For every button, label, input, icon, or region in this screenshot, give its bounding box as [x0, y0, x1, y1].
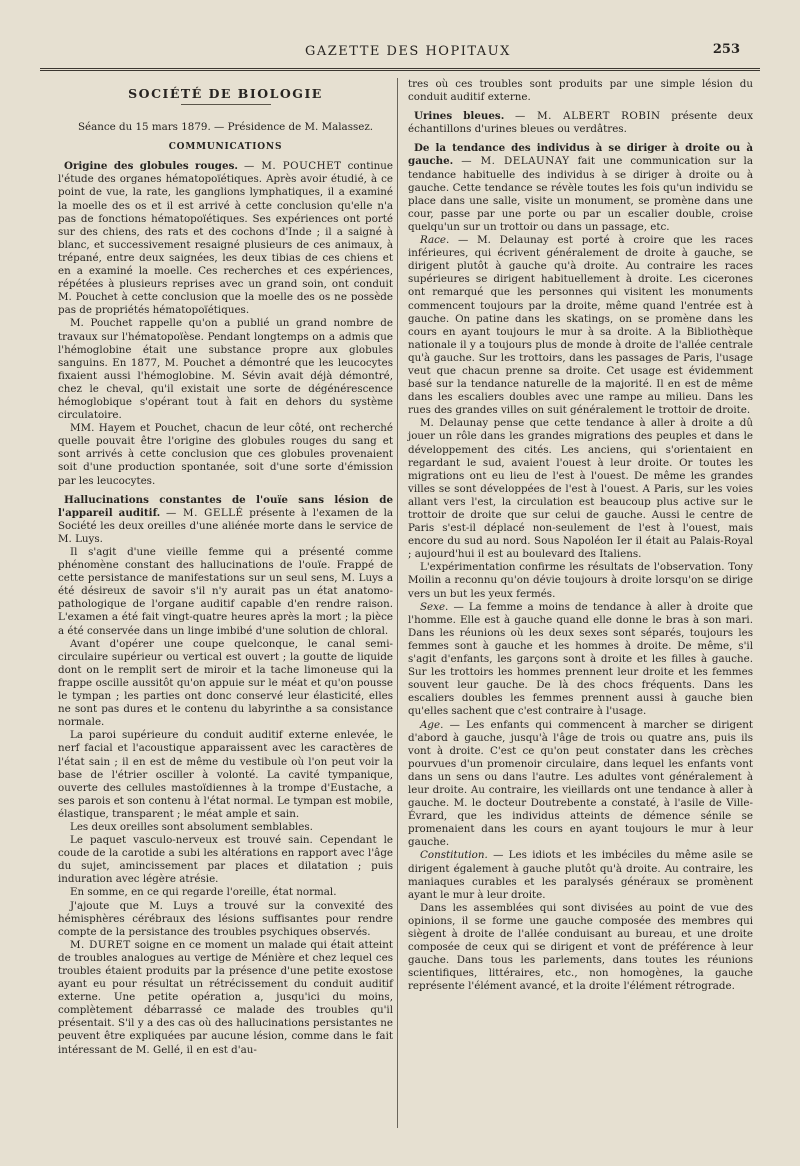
- paragraph: [58, 160, 393, 317]
- topic-label: Sexe.: [420, 600, 449, 613]
- paragraph: [408, 142, 753, 234]
- communications-heading: COMMUNICATIONS: [168, 142, 283, 153]
- paragraph: [408, 601, 753, 719]
- paragraph: M. Delaunay pense que cette tendance à aller à droite a dû jouer un rôle dans les grandes migrations des peuples et dans le développement des cités. Les anciens, qui s'orientaient en regardant le sud, avaient l'ouest à leur droite. Or toutes les migrations ont eu lieu de l'est à l'ouest. De même les grandes villes se sont développées de l'est à l'ouest. A Paris, sur les voies allant vers l'est, la circulation est beaucoup plus active sur le trottoir de droite que sur celui de gauche. Aussi le centre de Paris s'est-il déplacé non-seulement de l'est à l'ouest, mais encore du sud au nord. Sous Napoléon Ier il était au Palais-Royal ; aujourd'hui il est au boulevard des Italiens.: [408, 417, 753, 561]
- speaker-name: — M. DELAUNAY: [461, 155, 570, 168]
- paragraph-text: — Les enfants qui commencent à marcher se dirigent d'abord à gauche, jusqu'à l'âge de trois ou quatre ans, puis ils vont à droite. C'est ce qu'on peut constater dans les crèches pourvues d'un promenoir circulaire, dans lequel les enfants vont dans un sens ou dans l'autre. Les adultes vont généralement à leur droite. Au contraire, les vieillards ont une tendance à aller à gauche. M. le docteur Doutrebente a constaté, à l'asile de Ville-Évrard, que les individus atteints de démence sénile se promenaient dans les cours en ayant toujours le mur à leur gauche.: [408, 718, 753, 849]
- paragraph: [58, 939, 393, 1057]
- masthead: [60, 40, 750, 70]
- paragraph-text: présente à l'examen de la Société les deux oreilles d'une aliénée morte dans le service de M. Luys.: [58, 506, 393, 545]
- paragraph: M. Pouchet rappelle qu'on a publié un grand nombre de travaux sur l'hématopoïèse. Pendant longtemps on a admis que l'hémoglobine était une substance propre aux globules sanguins. En 1877, M. Pouchet a démontré que les leucocytes fixaient aussi l'hémoglobine. M. Sévin avait déjà démontré, chez le cheval, qu'il existait une sorte de dégénérescence hémoglobique s'opérant tout à fait en dehors du système circulatoire.: [58, 317, 393, 422]
- paragraph: [58, 494, 393, 546]
- paragraph: Avant d'opérer une coupe quelconque, le canal semi-circulaire supérieur ou vertical est ouvert ; la goutte de liquide dont on le remplit sert de miroir et la tache limoneuse qui la frappe oscille aussitôt qu'on appuie sur le méat et qu'on pousse le tympan ; les parties ont donc conservé leur élasticité, elles ne sont pas dures et le contenu du labyrinthe a sa consistance normale.: [58, 637, 393, 729]
- speaker-name: M. DURET: [70, 938, 131, 951]
- article-heading: De la tendance des individus à se diriger à droite ou à gauche.: [408, 142, 753, 168]
- paragraph: En somme, en ce qui regarde l'oreille, état normal.: [70, 886, 337, 899]
- paragraph-text: fait une communication sur la tendance habituelle des individus à se diriger à droite ou à gauche. Cette tendance se révèle toutes les fois qu'un individu se place dans une salle, visite un monument, se promène dans une cour, passe par une porte ou par un escalier double, croise quelqu'un sur un trottoir ou dans un passage, etc.: [408, 155, 753, 233]
- left-column: [58, 78, 393, 1057]
- article-heading: Urines bleues.: [414, 110, 505, 123]
- header-rule: [40, 68, 760, 71]
- paragraph-text: soigne en ce moment un malade qui était atteint de troubles analogues au vertige de Ménière et chez lequel ces troubles étaient produits par la présence d'une petite exostose ayant eu pour résultat un rétrécissement du conduit auditif externe. Une petite opération a, jusqu'ici du moins, complètement débarrassé ce malade des troubles qu'il présentait. S'il y a des cas où des hallucinations persistantes ne peuvent être expliquées par aucune lésion, comme dans le fait intéressant de M. Gellé, il en est d'au-: [58, 938, 393, 1056]
- paragraph: [408, 719, 753, 850]
- seance-line: Séance du 15 mars 1879. — Présidence de M. Malassez.: [77, 121, 374, 134]
- paragraph: J'ajoute que M. Luys a trouvé sur la convexité des hémisphères cérébraux des lésions suffisantes pour rendre compte de la persistance des troubles psychiques observés.: [58, 899, 393, 938]
- paragraph: La paroi supérieure du conduit auditif externe enlevée, le nerf facial et l'acoustique apparaissent avec les caractères de l'état sain ; il en est de même du vestibule où l'on peut voir la base de l'étrier osciller à volonté. La cavité tympanique, ouverte des cellules mastoïdiennes à la trompe d'Eustache, a ses parois et son contenu à l'état normal. Le tympan est mobile, élastique, transparent ; le méat ample et sain.: [58, 729, 393, 820]
- paragraph-text: continue l'étude des organes hématopoïétiques. Après avoir étudié, à ce point de vue, la rate, les ganglions lymphatiques, il a examiné la moelle des os et il est arrivé à cette conclusion qu'elle n'a pas de fonctions hématopoïétiques. Ses expériences ont porté sur des chiens, des rats et des cochons d'Inde ; il a saigné à blanc, et successivement resaigné plusieurs de ces animaux, à trépané, entre deux saignées, les deux tibias de ces chiens et en a examiné la moelle. Ces recherches et ces expériences, répétées à plusieurs reprises avec un grand soin, ont conduit M. Pouchet à cette conclusion que la moelle des os ne possède pas de propriétés hématopoïétiques.: [58, 160, 393, 317]
- paragraph: MM. Hayem et Pouchet, chacun de leur côté, ont recherché quelle pouvait être l'origine des globules rouges du sang et sont arrivés à cette conclusion que ces globules provenaient soit d'une production spontanée, soit d'une sorte d'émission par les leucocytes.: [58, 422, 393, 487]
- topic-label: Race.: [420, 234, 450, 247]
- paragraph: Il s'agit d'une vieille femme qui a présenté comme phénomène constant des hallucinations de l'ouïe. Frappé de cette persistance de manifestations sur un seul sens, M. Luys a été désireux de savoir s'il n'y aurait pas un état anatomo-pathologique de l'organe auditif capable d'en rendre raison. L'examen a été fait vingt-quatre heures après la mort ; la pièce a été conservée dans un linge imbibé d'une solution de chloral.: [58, 546, 393, 637]
- paragraph-text: — Les idiots et les imbéciles du même asile se dirigent également à gauche plutôt qu'à droite. Au contraire, les maniaques curables et les paralysés généraux se promènent ayant le mur à leur droite.: [408, 849, 753, 901]
- right-column: [408, 78, 753, 993]
- column-divider: [397, 78, 398, 1128]
- section-title-rule: [181, 104, 271, 105]
- paragraph: Dans les assemblées qui sont divisées au point de vue des opinions, il se forme une gauche composée des membres qui siègent à droite de l'allée conduisant au bureau, et une droite composée de ceux qui se dirigent et vont de préférence à leur gauche. Dans tous les parlements, dans toutes les réunions scientifiques, littéraires, etc., non homogènes, la gauche représente l'élément avancé, et la droite l'élément rétrograde.: [408, 901, 753, 993]
- paragraph: [408, 234, 753, 417]
- topic-label: Age.: [420, 718, 444, 731]
- paragraph-text: — M. Delaunay est porté à croire que les races inférieures, qui écrivent généralement de droite à gauche, se dirigent plutôt à gauche qu'à droite. Au contraire les races supérieures se dirigent habituellement à droite. Les cicerones ont remarqué que les personnes qui visitent les monuments commencent toujours par la droite, même quand l'entrée est à gauche. On patine dans les skatings, on se promène dans les cours en ayant toujours le mur à sa droite. A la Bibliothèque nationale il y a toujours plus de monde à droite de l'allée centrale qu'à gauche. Sur les trottoirs, dans les passages de Paris, l'usage veut que chacun prenne sa droite. Cet usage est évidemment basé sur la tendance naturelle de la majorité. Il en est de même dans les escaliers doubles avec une rampe au milieu. Dans les rues des grandes villes on suit généralement le trottoir de droite.: [408, 234, 753, 417]
- paragraph: [408, 110, 753, 136]
- speaker-name: — M. POUCHET: [244, 160, 342, 173]
- page-number: 253: [712, 42, 740, 57]
- paragraph-text: — La femme a moins de tendance à aller à droite que l'homme. Elle est à gauche quand elle donne le bras à son mari. Dans les réunions où les deux sexes sont séparés, toujours les femmes sont à gauche et les hommes à droite. De même, s'il s'agit d'enfants, les garçons sont à droite et les filles à gauche. Sur les trottoirs les hommes prennent leur droite et les femmes souvent leur gauche. De là des chocs fréquents. Dans les escaliers doubles les femmes prennent aussi à gauche bien qu'elles sachent que c'est contraire à l'usage.: [408, 600, 753, 718]
- article-heading: Origine des globules rouges.: [64, 160, 238, 173]
- speaker-name: — M. ALBERT ROBIN: [515, 110, 661, 123]
- paragraph: L'expérimentation confirme les résultats de l'observation. Tony Moilin a reconnu qu'on dévie toujours à droite lorsqu'on se dirige vers un but les yeux fermés.: [408, 561, 753, 600]
- paragraph: tres où ces troubles sont produits par une simple lésion du conduit auditif externe.: [408, 78, 753, 104]
- section-title: SOCIÉTÉ DE BIOLOGIE: [128, 86, 323, 101]
- journal-title: GAZETTE DES HOPITAUX: [305, 44, 511, 59]
- paragraph-text: présente deux échantillons d'urines bleues ou verdâtres.: [408, 110, 753, 136]
- paragraph: Les deux oreilles sont absolument semblables.: [70, 820, 313, 833]
- topic-label: Constitution.: [420, 849, 488, 862]
- paragraph: Le paquet vasculo-nerveux est trouvé sain. Cependant le coude de la carotide a subi les altérations en rapport avec l'âge du sujet, amincissement par places et dilatation ; puis induration avec légère atrésie.: [58, 834, 393, 886]
- paragraph: [408, 849, 753, 901]
- speaker-name: — M. GELLÉ: [166, 506, 244, 519]
- article-heading: Hallucinations constantes de l'ouïe sans lésion de l'appareil auditif.: [58, 493, 393, 519]
